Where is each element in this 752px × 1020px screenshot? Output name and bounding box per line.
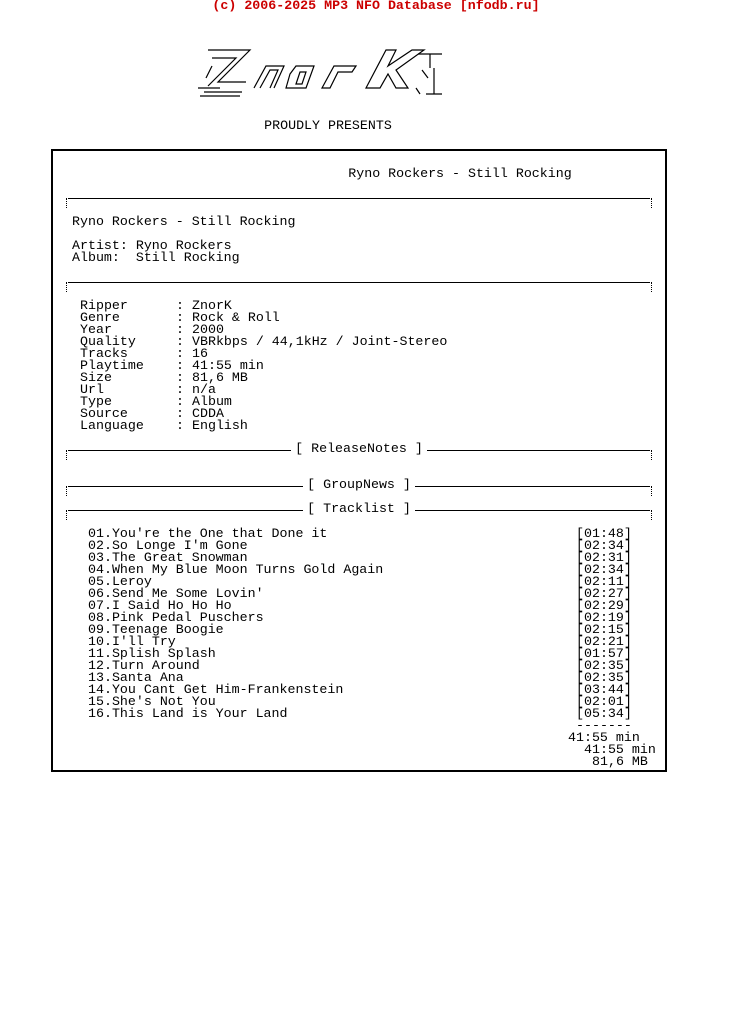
total-size: 81,6 MB — [592, 754, 648, 769]
track-time: [01:57] — [576, 646, 632, 661]
info-value-source: CDDA — [192, 406, 224, 421]
track-title: 08.Pink Pedal Puschers — [88, 610, 264, 625]
track-title: 14.You Cant Get Him-Frankenstein — [88, 682, 344, 697]
track-title: 06.Send Me Some Lovin' — [88, 586, 264, 601]
info-colon: : — [176, 418, 184, 433]
info-colon: : — [176, 382, 184, 397]
track-time: [01:48] — [576, 526, 632, 541]
separator-top — [66, 198, 652, 208]
track-title: 10.I'll Try — [88, 634, 176, 649]
info-key-language: Language — [80, 418, 144, 433]
track-time: [02:15] — [576, 622, 632, 637]
info-value-ripper: ZnorK — [192, 298, 232, 313]
info-key-ripper: Ripper — [80, 298, 128, 313]
credit-header: (c) 2006-2025 MP3 NFO Database [nfodb.ru] — [212, 0, 540, 13]
separator-release-notes — [66, 441, 652, 460]
track-time: [05:34] — [576, 706, 632, 721]
info-colon: : — [176, 298, 184, 313]
info-key-tracks: Tracks — [80, 346, 128, 361]
separator-group-news — [66, 477, 652, 496]
info-key-source: Source — [80, 406, 128, 421]
track-time: [02:21] — [576, 634, 632, 649]
track-title: 02.So Longe I'm Gone — [88, 538, 248, 553]
track-title: 11.Splish Splash — [88, 646, 216, 661]
group-news-heading: [ GroupNews ] — [303, 477, 415, 492]
track-time: [02:01] — [576, 694, 632, 709]
track-title: 03.The Great Snowman — [88, 550, 248, 565]
info-key-playtime: Playtime — [80, 358, 144, 373]
tracklist-heading: [ Tracklist ] — [303, 501, 415, 516]
track-title: 13.Santa Ana — [88, 670, 184, 685]
info-value-language: English — [192, 418, 248, 433]
info-colon: : — [176, 394, 184, 409]
info-colon: : — [176, 322, 184, 337]
info-colon: : — [176, 370, 184, 385]
track-time: [02:27] — [576, 586, 632, 601]
release-title: Ryno Rockers - Still Rocking — [72, 214, 296, 229]
track-title: 05.Leroy — [88, 574, 152, 589]
info-colon: : — [176, 310, 184, 325]
track-title: 09.Teenage Boogie — [88, 622, 224, 637]
album-line: Album: Still Rocking — [72, 250, 240, 265]
artist-line: Artist: Ryno Rockers — [72, 238, 232, 253]
info-value-year: 2000 — [192, 322, 224, 337]
info-colon: : — [176, 346, 184, 361]
proudly-presents: PROUDLY PRESENTS — [264, 118, 392, 133]
info-key-quality: Quality — [80, 334, 136, 349]
info-value-url: n/a — [192, 382, 216, 397]
separator-info — [66, 282, 652, 292]
release-notes-heading: [ ReleaseNotes ] — [291, 441, 427, 456]
track-title: 01.You're the One that Done it — [88, 526, 328, 541]
info-colon: : — [176, 358, 184, 373]
info-key-genre: Genre — [80, 310, 120, 325]
znork-logo — [190, 44, 470, 98]
total-playtime-2: 41:55 min — [584, 742, 656, 757]
total-playtime-1: 41:55 min — [568, 730, 640, 745]
separator-tracklist — [66, 501, 652, 520]
track-title: 16.This Land is Your Land — [88, 706, 288, 721]
info-value-size: 81,6 MB — [192, 370, 248, 385]
track-time: [02:35] — [576, 658, 632, 673]
info-value-quality: VBRkbps / 44,1kHz / Joint-Stereo — [192, 334, 448, 349]
info-value-type: Album — [192, 394, 232, 409]
track-time: [02:19] — [576, 610, 632, 625]
track-time: [02:35] — [576, 670, 632, 685]
track-time: [02:29] — [576, 598, 632, 613]
info-value-tracks: 16 — [192, 346, 208, 361]
info-key-size: Size — [80, 370, 112, 385]
info-colon: : — [176, 406, 184, 421]
info-key-year: Year — [80, 322, 112, 337]
totals-divider: ------- — [576, 718, 632, 733]
track-time: [03:44] — [576, 682, 632, 697]
track-title: 07.I Said Ho Ho Ho — [88, 598, 232, 613]
header-title: Ryno Rockers - Still Rocking — [348, 166, 572, 181]
track-title: 12.Turn Around — [88, 658, 200, 673]
track-title: 04.When My Blue Moon Turns Gold Again — [88, 562, 384, 577]
track-time: [02:11] — [576, 574, 632, 589]
info-value-genre: Rock & Roll — [192, 310, 280, 325]
info-key-type: Type — [80, 394, 112, 409]
info-key-url: Url — [80, 382, 104, 397]
info-colon: : — [176, 334, 184, 349]
track-time: [02:34] — [576, 538, 632, 553]
track-time: [02:31] — [576, 550, 632, 565]
track-time: [02:34] — [576, 562, 632, 577]
info-value-playtime: 41:55 min — [192, 358, 264, 373]
track-title: 15.She's Not You — [88, 694, 216, 709]
